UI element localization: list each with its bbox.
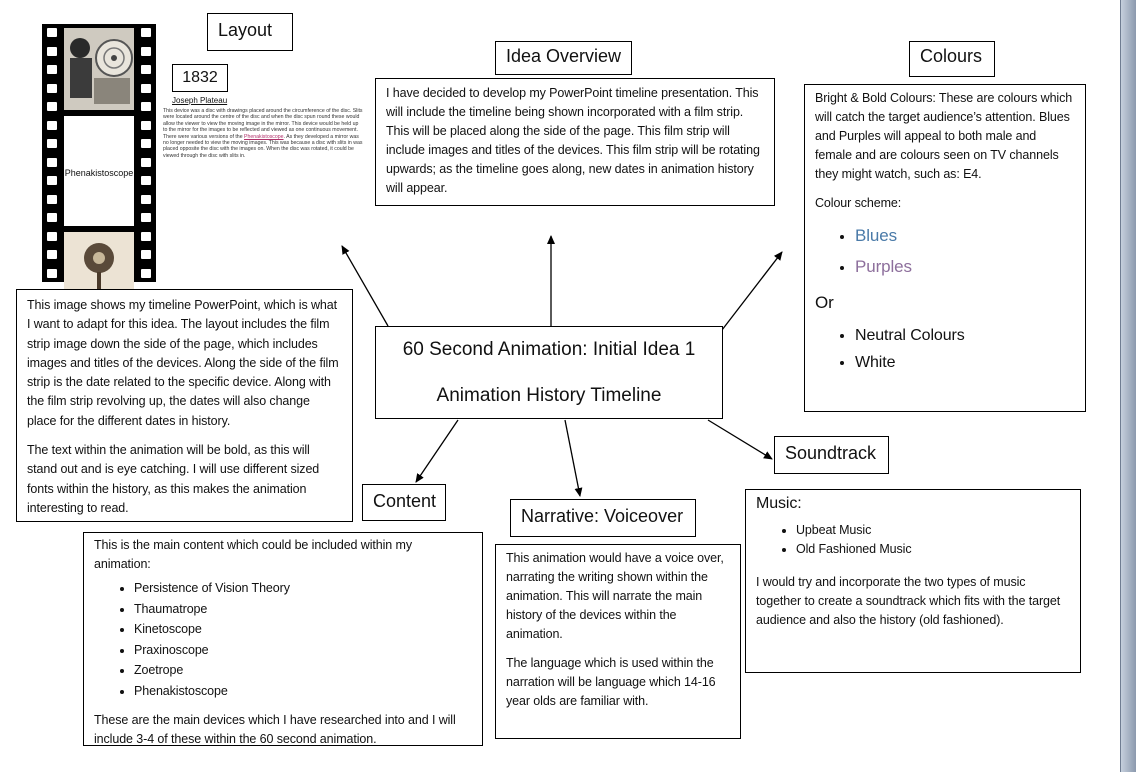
colour-blues-text: Blues (855, 226, 898, 245)
content-item: • Phenakistoscope (134, 681, 472, 702)
content-item: • Persistence of Vision Theory (134, 578, 472, 599)
central-title-line2: Animation History Timeline (436, 385, 662, 406)
content-label (362, 484, 446, 521)
film-strip-image (42, 24, 156, 282)
narrative-p1: This animation would have a voice over, narrating the writing shown within the animation. This will narrate the main history of the devices within the animation. (506, 551, 724, 641)
colours-label-text: Colours (920, 46, 983, 66)
window-edge (1120, 0, 1136, 772)
frame-device-title: Phenakistoscope (64, 168, 134, 178)
tiny-text-2: There were various versions of the (163, 133, 245, 140)
tiny-text-3: . As they developed a mirror was no longer needed to view the moving images. This was because a disc with slits in was placed opposite the disc with the images on. When the disc was rotated, it could be viewed through the disc with slits in. (163, 133, 363, 159)
arrow-narrative (565, 420, 580, 496)
colour-item-purples (855, 252, 1075, 283)
timeline-description (163, 108, 363, 159)
arrow-content (416, 420, 458, 482)
soundtrack-item: • Upbeat Music (796, 521, 1070, 540)
layout-label (207, 13, 293, 51)
timeline-date: 1832 (172, 64, 228, 92)
film-frame-photo (64, 28, 134, 110)
idea-overview-label (495, 41, 632, 75)
colour-item-white: • White (855, 349, 1075, 376)
colour-purples-text: Purples (855, 257, 912, 276)
content-label-text: Content (373, 491, 437, 511)
colours-or: Or (815, 293, 834, 312)
soundtrack-item: • Old Fashioned Music (796, 540, 1070, 559)
colour-item-blues (855, 221, 1075, 252)
film-frame-text (64, 116, 134, 226)
content-box (83, 532, 483, 746)
idea-overview-box (375, 78, 775, 206)
content-intro: This is the main content which could be included within my animation: (94, 538, 412, 571)
content-item: • Kinetoscope (134, 619, 472, 640)
layout-label-text: Layout (218, 20, 273, 40)
film-holes-right (141, 28, 151, 278)
layout-desc-p2: The text within the animation will be bold, as this will stand out and is eye catching. I will use different sized fonts within the history, as this makes the animation interesting to read. (27, 443, 320, 515)
tiny-text-1: This device was a disc with drawings placed around the circumference of the disc. Slits were located around the centre of the disc and when the disc spun round these would allow the viewer to view the moving image in the mirror. This device would be held up to the mirror for the images to be reflected and viewed as one continuous movement. (163, 108, 363, 134)
layout-desc-p1: This image shows my timeline PowerPoint, which is what I want to adapt for this idea. The layout includes the film strip image down the side of the page, which includes images and titles of the devices. Along the side of the film strip is the date related to the specific device. Along with the film strip revolving up, the dates will also change place for the different dates in history. (27, 298, 339, 428)
central-title-line1: 60 Second Animation: Initial Idea 1 (402, 339, 696, 360)
arrow-soundtrack (708, 420, 772, 459)
arrow-colours (722, 252, 782, 330)
idea-overview-label-text: Idea Overview (506, 46, 622, 66)
narrative-label-text: Narrative: Voiceover (521, 506, 684, 526)
soundtrack-music: Music: (756, 495, 802, 512)
colours-box (804, 84, 1086, 412)
content-item: • Zoetrope (134, 660, 472, 681)
layout-description-box (16, 289, 353, 522)
colours-label (909, 41, 995, 77)
soundtrack-label-text: Soundtrack (785, 443, 877, 463)
soundtrack-p1: I would try and incorporate the two types of music together to create a soundtrack which fits with the target audience and also the history (old fashioned). (756, 575, 1061, 627)
content-item: • Thaumatrope (134, 599, 472, 620)
colours-p1: Bright & Bold Colours: These are colours which will catch the target audience’s attention. Blues and Purples will appeal to both male and female and are colours seen on TV channels they might watch, such as: E4. (815, 91, 1073, 181)
timeline-inventor: Joseph Plateau (172, 96, 228, 105)
film-holes-left (47, 28, 57, 278)
colours-scheme: Colour scheme: (815, 196, 902, 210)
colour-item-neutral: • Neutral Colours (855, 322, 1075, 349)
narrative-label (510, 499, 696, 537)
content-outro: These are the main devices which I have researched into and I will include 3-4 of these within the 60 second animation. (94, 713, 456, 746)
soundtrack-box (745, 489, 1081, 673)
narrative-box (495, 544, 741, 739)
idea-overview-text: I have decided to develop my PowerPoint timeline presentation. This will include the timeline being shown incorporated with a film strip. This will be placed along the side of the page. This film strip will include images and titles of the devices. This film strip will be rotating upwards; as the timeline goes along, new dates in animation history will appear. (386, 86, 760, 195)
central-title-box (375, 326, 723, 419)
soundtrack-label (774, 436, 889, 474)
narrative-p2: The language which is used within the narration will be language which 14-16 year olds are familiar with. (506, 656, 716, 708)
tiny-text-link: Phenakistoscope (244, 133, 284, 140)
content-item: • Praxinoscope (134, 640, 472, 661)
